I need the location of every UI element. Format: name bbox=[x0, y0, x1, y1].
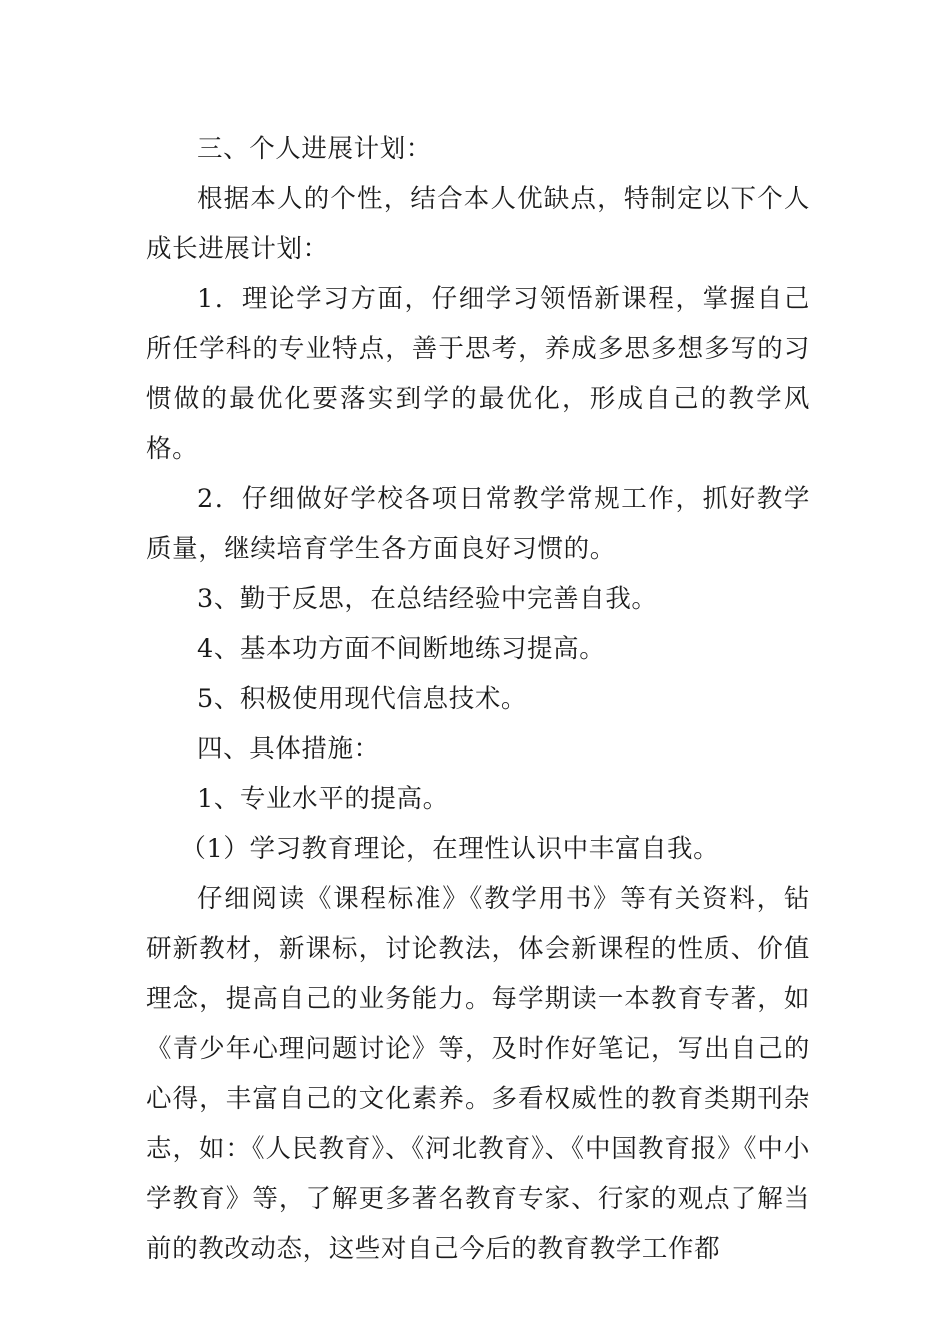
section-heading-measures: 四、具体措施： bbox=[197, 734, 380, 764]
paragraph-reading: 仔细阅读《课程标准》《教学用书》等有关资料，钻研新教材，新课标，讨论教法，体会新课程的性质、价值理念，提高自己的业务能力。每学期读一本教育专著，如《青少年心理问题讨论》等，及时作好笔记，写出自己的心得，丰富自己的文化素养。多看权威性的教育类期刊杂志，如：《人民教育》、《河北教育》、《中国教育报》《中小学教育》等，了解更多著名教育专家、行家的观点了解当前的教改动态，这些对自己今后的教育教学工作都 bbox=[146, 884, 810, 1264]
section-heading-plan: 三、个人进展计划： bbox=[197, 134, 432, 164]
plan-item-3: 3、勤于反思，在总结经验中完善自我。 bbox=[197, 584, 658, 614]
plan-item-4: 4、基本功方面不间断地练习提高。 bbox=[197, 634, 606, 664]
plan-item-5: 5、积极使用现代信息技术。 bbox=[197, 684, 528, 714]
plan-item-1: 1．理论学习方面，仔细学习领悟新课程，掌握自己所任学科的专业特点，善于思考，养成多思多想多写的习惯做的最优化要落实到学的最优化，形成自己的教学风格。 bbox=[146, 284, 810, 464]
plan-item-2: 2．仔细做好学校各项日常教学常规工作，抓好教学质量，继续培育学生各方面良好习惯的。 bbox=[146, 484, 810, 564]
measure-item-1: 1、专业水平的提高。 bbox=[197, 784, 449, 814]
document-body bbox=[146, 124, 810, 1274]
measure-subitem-1: （1）学习教育理论，在理性认识中丰富自我。 bbox=[180, 834, 720, 864]
paragraph-intro: 根据本人的个性，结合本人优缺点，特制定以下个人成长进展计划： bbox=[146, 184, 810, 264]
